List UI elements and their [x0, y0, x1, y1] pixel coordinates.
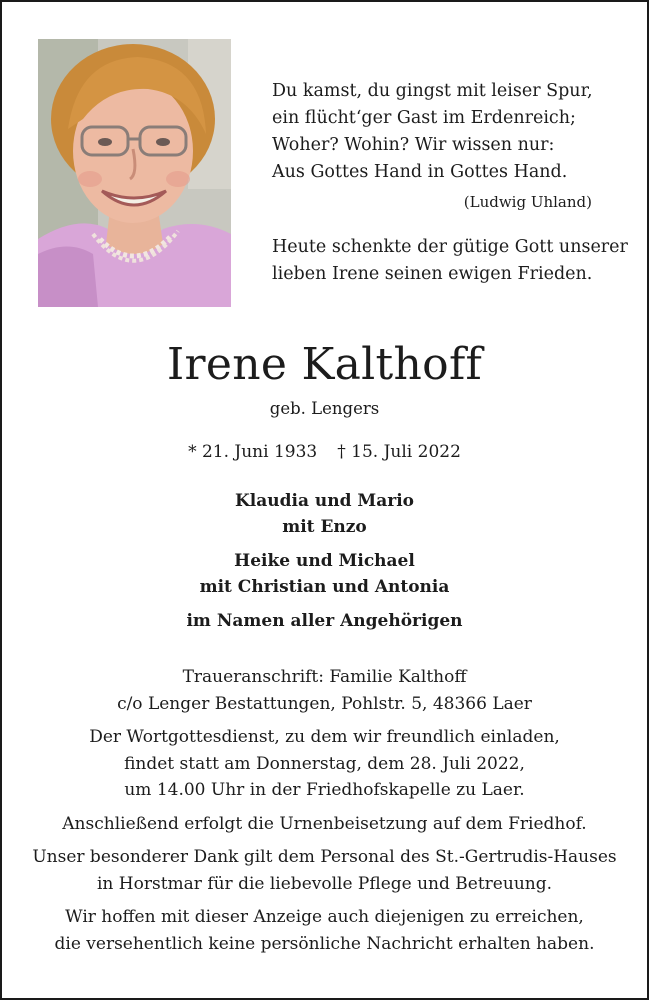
death-date: † 15. Juli 2022	[337, 442, 461, 462]
mourner-group	[2, 488, 647, 540]
mourner-line: Klaudia und Mario	[235, 491, 414, 511]
mourner-line: mit Enzo	[282, 517, 367, 537]
mourner-line: im Namen aller Angehörigen	[186, 611, 463, 631]
address-line: Traueranschrift: Familie Kalthoff	[182, 667, 467, 687]
address-line: c/o Lenger Bestattungen, Pohlstr. 5, 48366 Laer	[117, 693, 532, 714]
intro-line: lieben Irene seinen ewigen Frieden.	[272, 264, 593, 284]
deceased-name: Irene Kalthoff	[166, 339, 483, 390]
mourners	[2, 488, 647, 642]
closing-line: Wir hoffen mit dieser Anzeige auch diejenigen zu erreichen,	[65, 907, 584, 927]
poem-line: Du kamst, du gingst mit leiser Spur,	[272, 81, 593, 101]
poem-line: ein flücht‘ger Gast im Erdenreich;	[272, 108, 576, 128]
thanks-line: in Horstmar für die liebevolle Pflege und Betreuung.	[97, 873, 552, 894]
closing-line: die versehentlich keine persönliche Nachricht erhalten haben.	[54, 933, 595, 954]
closing-note	[2, 904, 647, 957]
burial-line: Anschließend erfolgt die Urnenbeisetzung auf dem Friedhof.	[62, 813, 587, 834]
service-line: um 14.00 Uhr in der Friedhofskapelle zu Laer.	[124, 780, 525, 800]
mourner-line: mit Christian und Antonia	[199, 577, 450, 597]
thanks-text	[2, 844, 647, 897]
notice-details	[2, 664, 647, 964]
service-line: Der Wortgottesdienst, zu dem wir freundlich einladen,	[89, 727, 560, 747]
birth-date: * 21. Juni 1933	[188, 442, 318, 462]
mourner-line: Heike und Michael	[234, 551, 415, 571]
poem-line: Aus Gottes Hand in Gottes Hand.	[272, 162, 568, 182]
intro-text	[272, 234, 628, 288]
intro-line: Heute schenkte der gütige Gott unserer	[272, 237, 628, 257]
mourner-group	[2, 608, 647, 634]
poem-attribution: (Ludwig Uhland)	[463, 193, 592, 211]
burial-info	[2, 811, 647, 838]
portrait-image	[38, 39, 231, 307]
mourner-group	[2, 548, 647, 600]
portrait-photo	[38, 39, 231, 307]
service-line: findet statt am Donnerstag, dem 28. Juli 2022,	[124, 753, 525, 774]
life-dates	[2, 442, 647, 462]
thanks-line: Unser besonderer Dank gilt dem Personal des St.-Gertrudis-Hauses	[32, 847, 617, 867]
service-info	[2, 724, 647, 804]
poem-line: Woher? Wohin? Wir wissen nur:	[272, 135, 555, 155]
poem	[272, 78, 612, 186]
mourning-address	[2, 664, 647, 717]
maiden-name: geb. Lengers	[269, 399, 380, 418]
